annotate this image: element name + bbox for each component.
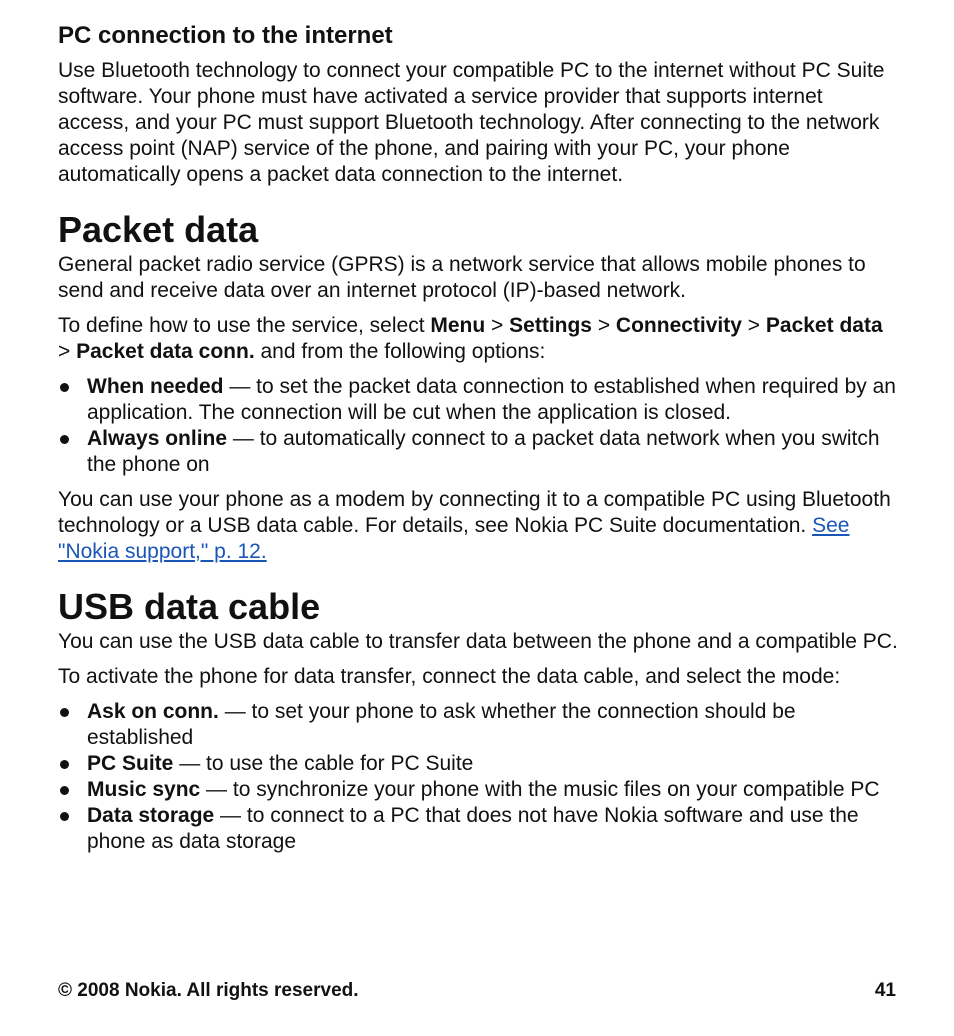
nokia-support-link[interactable]: See "Nokia support," p. 12.: [58, 514, 850, 563]
section-title-packet-data: Packet data: [58, 209, 259, 250]
menu-path-connectivity: Connectivity: [615, 314, 742, 337]
usb-modes-list: [58, 699, 898, 855]
list-item: Data storage — to connect to a PC that does not have Nokia software and use the phone as data storage: [58, 803, 898, 855]
modem-paragraph: You can use your phone as a modem by connecting it to a compatible PC using Bluetooth technology or a USB data cable. For details, see Nokia PC Suite documentation. See "Nokia support," p. 12.: [58, 488, 891, 563]
usb-activate: To activate the phone for data transfer, connect the data cable, and select the mode:: [58, 665, 841, 688]
list-item: Always online — to automatically connect to a packet data network when you switch the phone on: [58, 426, 898, 478]
menu-path-settings: Settings: [509, 314, 592, 337]
list-item: Ask on conn. — to set your phone to ask whether the connection should be established: [58, 699, 898, 751]
list-item: Music sync — to synchronize your phone with the music files on your compatible PC: [58, 777, 898, 803]
usb-intro: You can use the USB data cable to transfer data between the phone and a compatible PC.: [58, 630, 898, 653]
menu-path-packet-data-conn: Packet data conn.: [76, 340, 255, 363]
page-footer: [58, 978, 896, 1004]
packet-data-menu-path: To define how to use the service, select Menu > Settings > Connectivity > Packet data > Packet data conn. and from the following options:: [58, 314, 883, 363]
packet-data-options-list: [58, 374, 898, 478]
menu-path-packet-data: Packet data: [765, 314, 883, 337]
pc-connection-body: Use Bluetooth technology to connect your compatible PC to the internet without PC Suite software. Your phone must have activated a service provider that supports internet access, and your PC must support Bluetooth technology. After connecting to the network access point (NAP) service of the phone, and pairing with your PC, your phone automatically opens a packet data connection to the internet.: [58, 59, 885, 186]
page-content: [58, 20, 898, 855]
menu-path-menu: Menu: [430, 314, 486, 337]
section-title-pc-connection: PC connection to the internet: [58, 22, 393, 49]
list-item: PC Suite — to use the cable for PC Suite: [58, 751, 898, 777]
packet-data-intro: General packet radio service (GPRS) is a network service that allows mobile phones to send and receive data over an internet protocol (IP)-based network.: [58, 253, 866, 302]
section-title-usb-data-cable: USB data cable: [58, 586, 321, 627]
copyright-text: © 2008 Nokia. All rights reserved.: [58, 980, 359, 1001]
page-number: 41: [874, 980, 896, 1001]
list-item: When needed — to set the packet data connection to established when required by an application. The connection will be cut when the application is closed.: [58, 374, 898, 426]
